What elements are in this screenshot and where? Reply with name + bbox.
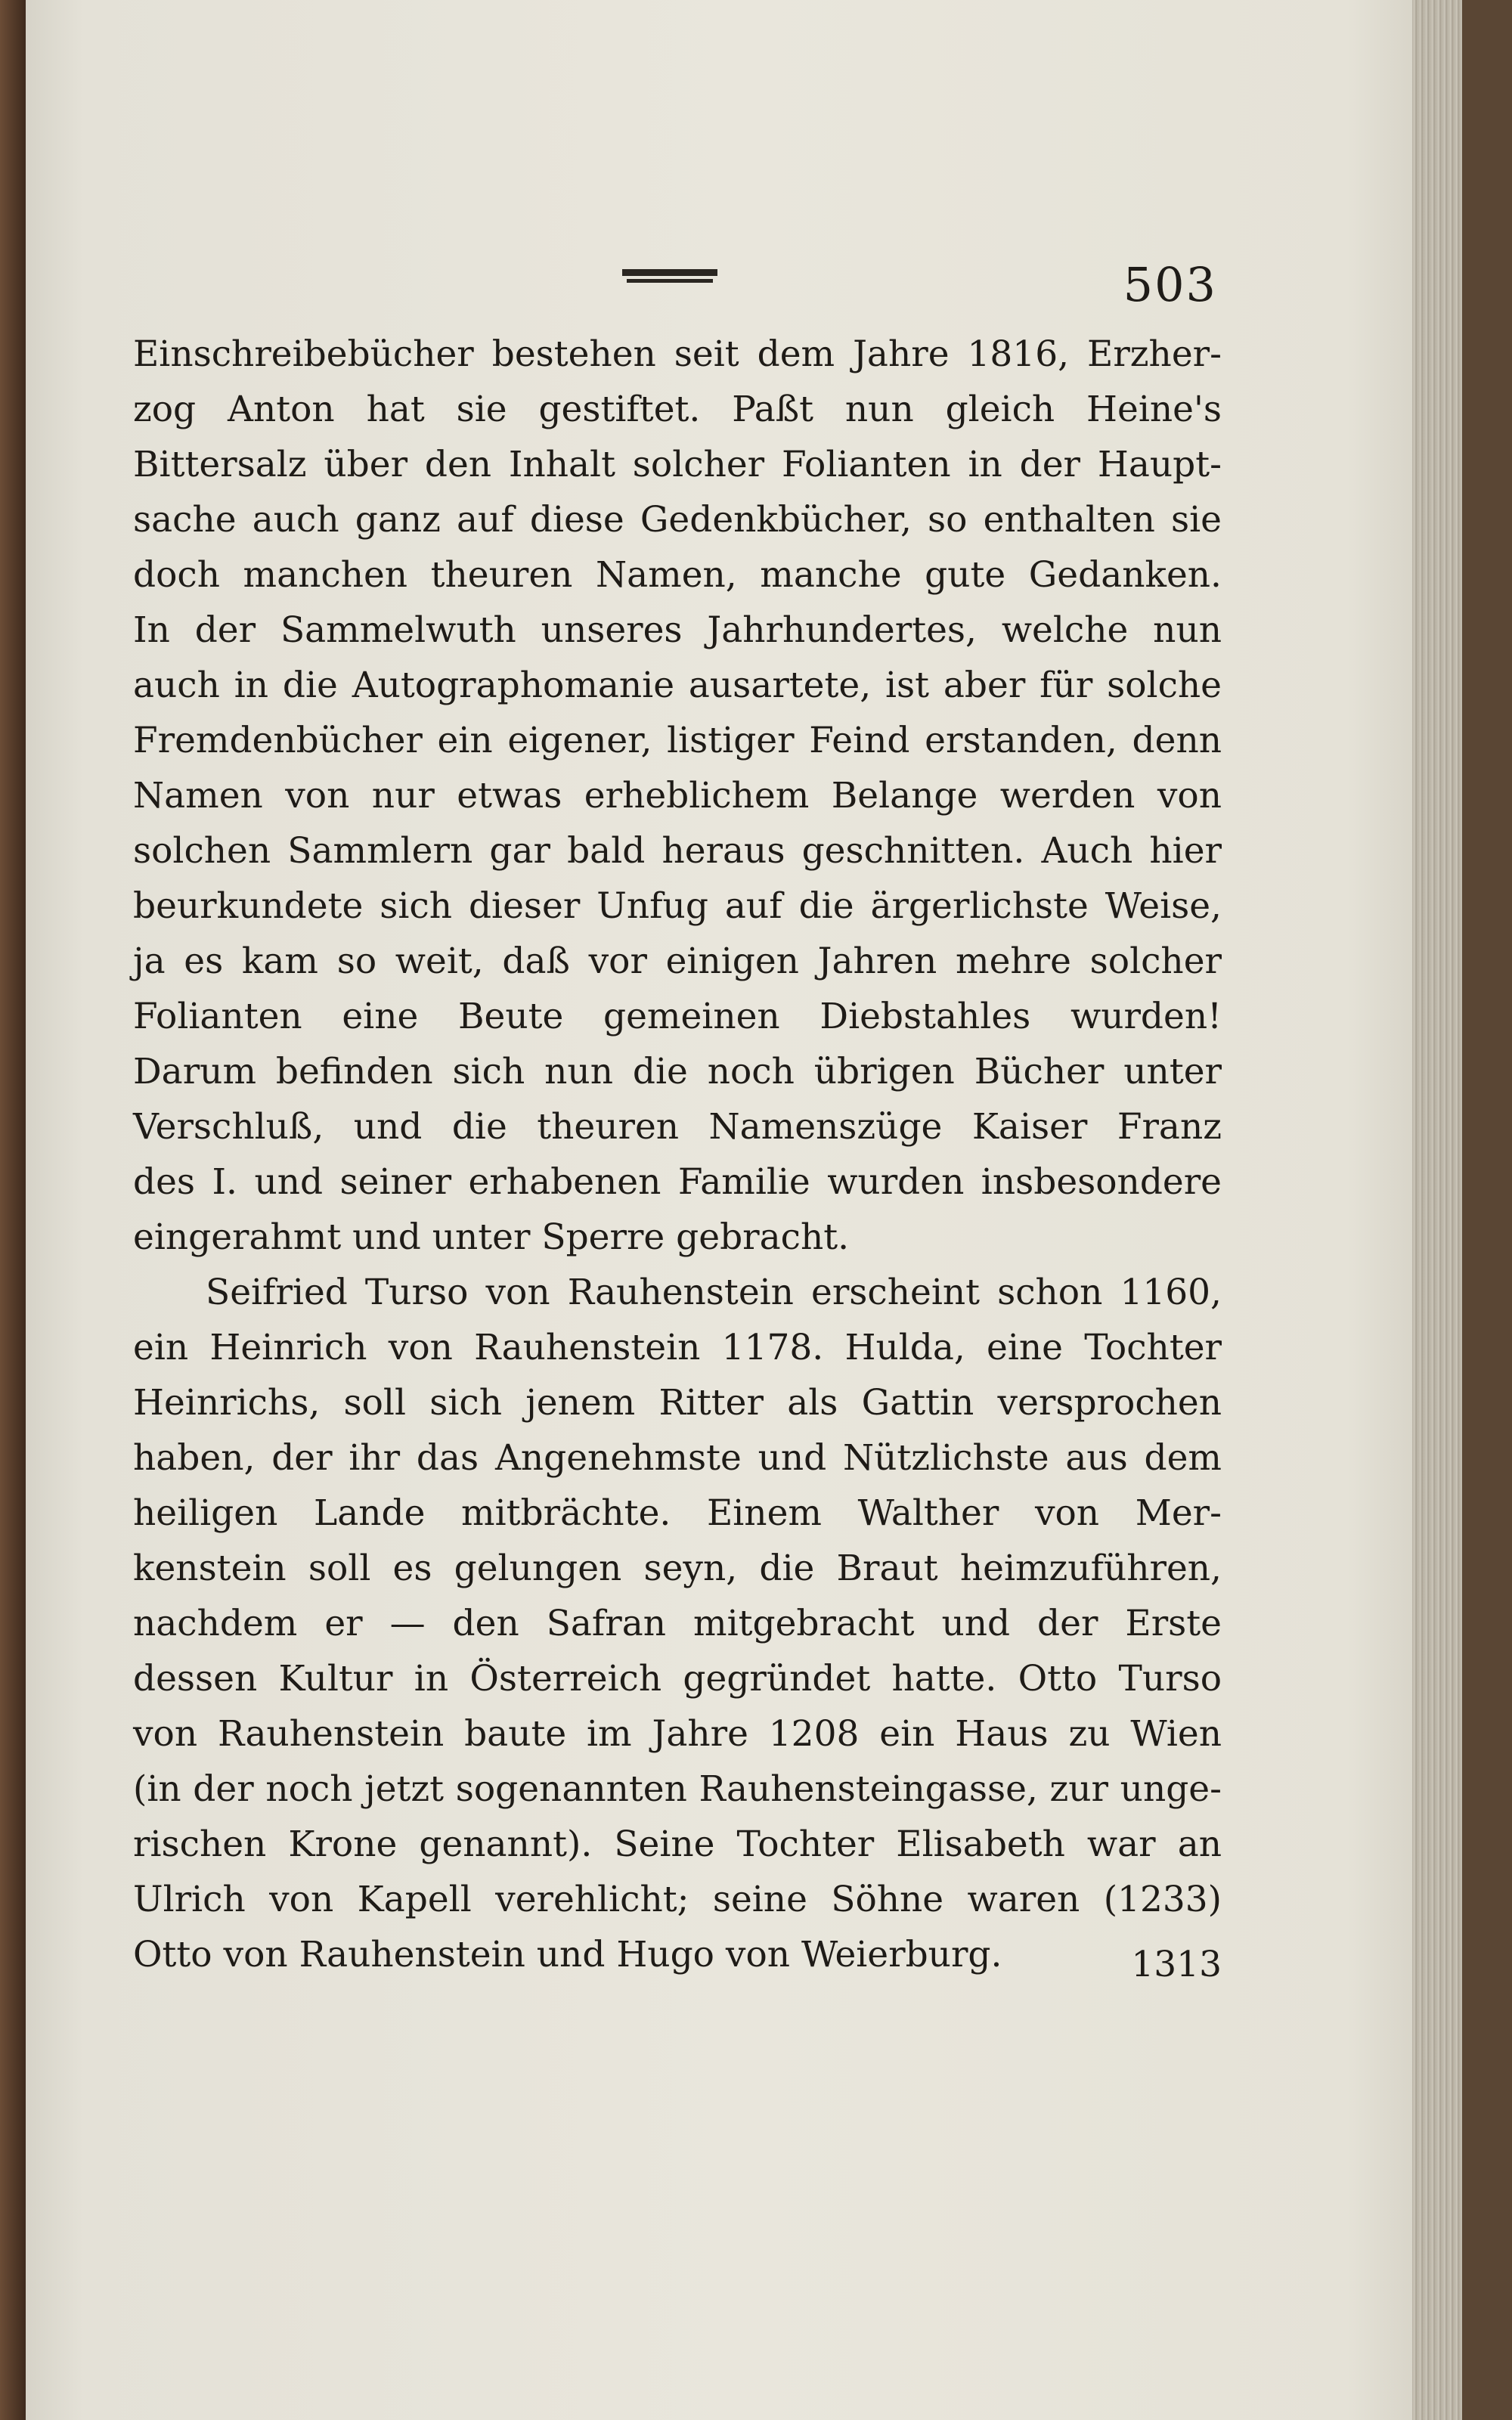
text-line: haben, der ihr das Angenehmste und Nützlichste aus dem — [133, 1437, 1222, 1479]
page-number: 503 — [1123, 257, 1217, 312]
paragraph-start-line: Seifried Turso von Rauhenstein erscheint schon 1160, — [206, 1272, 1222, 1313]
text-line: Namen von nur etwas erheblichem Belange werden von — [133, 775, 1222, 816]
text-line: Verschluß, und die theuren Namenszüge Kaiser Franz — [133, 1106, 1222, 1148]
text-line: von Rauhenstein baute im Jahre 1208 ein Haus zu Wien — [133, 1713, 1222, 1755]
paragraph-end-line: eingerahmt und unter Sperre gebracht. — [133, 1216, 850, 1258]
page-edge — [1412, 0, 1462, 2420]
text-line: solchen Sammlern gar bald heraus geschnitten. Auch hier — [133, 830, 1222, 872]
ornament-rule-bottom — [627, 279, 713, 283]
text-line: dessen Kultur in Österreich gegründet hatte. Otto Turso — [133, 1658, 1222, 1700]
text-line: Heinrichs, soll sich jenem Ritter als Gattin versprochen — [133, 1382, 1222, 1424]
text-line: In der Sammelwuth unseres Jahrhundertes, welche nun — [133, 609, 1222, 651]
catchword: 1313 — [1131, 1944, 1222, 1985]
text-line: heiligen Lande mitbrächte. Einem Walther von Mer- — [133, 1492, 1222, 1534]
text-line: doch manchen theuren Namen, manche gute Gedanken. — [133, 554, 1222, 596]
text-line: auch in die Autographomanie ausartete, ist aber für solche — [133, 665, 1222, 706]
text-line: beurkundete sich dieser Unfug auf die ärgerlichste Weise, — [133, 885, 1222, 927]
text-line: zog Anton hat sie gestiftet. Paßt nun gleich Heine's — [133, 389, 1222, 430]
text-line: Bittersalz über den Inhalt solcher Folianten in der Haupt- — [133, 444, 1222, 485]
ornament-rule-top — [622, 269, 717, 276]
book-binding — [0, 0, 26, 2420]
text-line: (in der noch jetzt sogenannten Rauhensteingasse, zur unge- — [133, 1768, 1222, 1810]
header-ornament — [622, 269, 717, 286]
text-line: des I. und seiner erhabenen Familie wurden insbesondere — [133, 1161, 1222, 1203]
text-line: Ulrich von Kapell verehlicht; seine Söhne waren (1233) — [133, 1879, 1222, 1920]
text-line: Otto von Rauhenstein und Hugo von Weierburg. — [133, 1934, 1002, 1975]
text-line: nachdem er — den Safran mitgebracht und der Erste — [133, 1603, 1222, 1644]
text-line: Fremdenbücher ein eigener, listiger Feind erstanden, denn — [133, 720, 1222, 761]
body-text — [133, 327, 1222, 1982]
text-line: Folianten eine Beute gemeinen Diebstahles wurden! — [133, 996, 1222, 1037]
text-line: ein Heinrich von Rauhenstein 1178. Hulda, eine Tochter — [133, 1327, 1222, 1368]
text-line: rischen Krone genannt). Seine Tochter Elisabeth war an — [133, 1824, 1222, 1865]
text-line: kenstein soll es gelungen seyn, die Braut heimzuführen, — [133, 1548, 1222, 1589]
text-line: Einschreibebücher bestehen seit dem Jahre 1816, Erzher- — [133, 333, 1222, 375]
text-line: ja es kam so weit, daß vor einigen Jahren mehre solcher — [133, 940, 1222, 982]
text-line: sache auch ganz auf diese Gedenkbücher, so enthalten sie — [133, 499, 1222, 541]
text-line: Darum befinden sich nun die noch übrigen Bücher unter — [133, 1051, 1222, 1092]
